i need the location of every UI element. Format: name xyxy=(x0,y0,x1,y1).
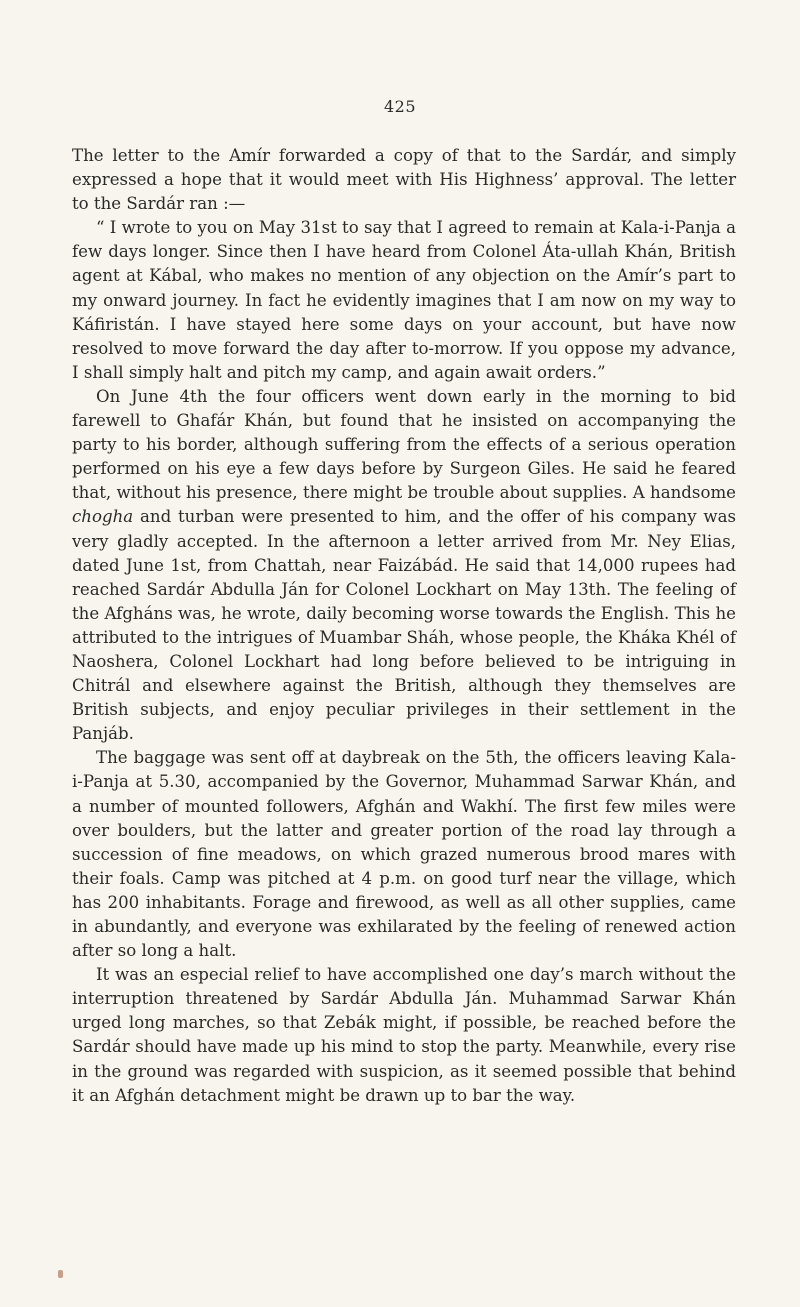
chogha-term: chogha xyxy=(72,507,134,527)
paragraph-june-4th xyxy=(72,385,736,746)
page-number: 425 xyxy=(383,97,417,116)
paragraph-letter-intro: The letter to the Amír forwarded a copy of that to the Sardár, and simply expressed a hope that it would meet with His Highness’ approval. The letter to the Sardár ran :— xyxy=(72,146,736,214)
paragraph-june-5th-march: The baggage was sent off at daybreak on the 5th, the officers leaving Kala-i-Panja at 5.30, accompanied by the Governor, Muhammad Sarwar Khán, and a number of mounted followers, Afghán and Wakhí. The first few miles were over boulders, but the latter and greater portion of the road lay through a succession of fine meadows, on which grazed numerous brood mares with their foals. Camp was pitched at 4 p.m. on good turf near the village, which has 200 inhabitants. Forage and firewood, as well as all other supplies, came in abundantly, and everyone was exhilarated by the feeling of renewed action after so long a halt. xyxy=(72,748,736,961)
paper-speck xyxy=(58,1270,63,1278)
paragraph-quoted-letter: “ I wrote to you on May 31st to say that I agreed to remain at Kala-i-Panja a few days longer. Since then I have heard from Colonel Áta-ullah Khán, British agent at Kábal, who makes no mention of any objection on the Amír’s part to my onward journey. In fact he evidently imagines that I am now on my way to Káfiristán. I have stayed here some days on your account, but have now resolved to move forward the day after to-morrow. If you oppose my advance, I shall simply halt and pitch my camp, and again await orders.” xyxy=(72,218,736,382)
paragraph-june-4th-part-1: On June 4th the four officers went down early in the morning to bid farewell to Ghafár Khán, but found that he insisted on accompanying the party to his border, although suffering from the effects of a serious operation performed on his eye a few days before by Surgeon Giles. He said he feared that, without his presence, there might be trouble about supplies. A handsome xyxy=(72,386,736,503)
body-text xyxy=(72,144,736,1108)
paragraph-june-4th-part-2: and turban were presented to him, and the offer of his company was very gladly accepted. In the afternoon a letter arrived from Mr. Ney Elias, dated June 1st, from Chattah, near Faizábád. He said that 14,000 rupees had reached Sardár Abdulla Ján for Colonel Lockhart on May 13th. The feeling of the Afgháns was, he wrote, daily becoming worse towards the English. This he attributed to the intrigues of Muambar Sháh, whose people, the Kháka Khél of Naoshera, Colonel Lockhart had long before believed to be intriguing in Chitrál and elsewhere against the British, although they themselves are British subjects, and enjoy peculiar privileges in their settlement in the Panjáb. xyxy=(72,507,736,744)
paragraph-relief: It was an especial relief to have accomplished one day’s march without the interruption threatened by Sardár Abdulla Ján. Muhammad Sarwar Khán urged long marches, so that Zebák might, if possible, be reached before the Sardár should have made up his mind to stop the party. Meanwhile, every rise in the ground was regarded with suspicion, as it seemed possible that behind it an Afghán detachment might be drawn up to bar the way. xyxy=(72,965,736,1105)
